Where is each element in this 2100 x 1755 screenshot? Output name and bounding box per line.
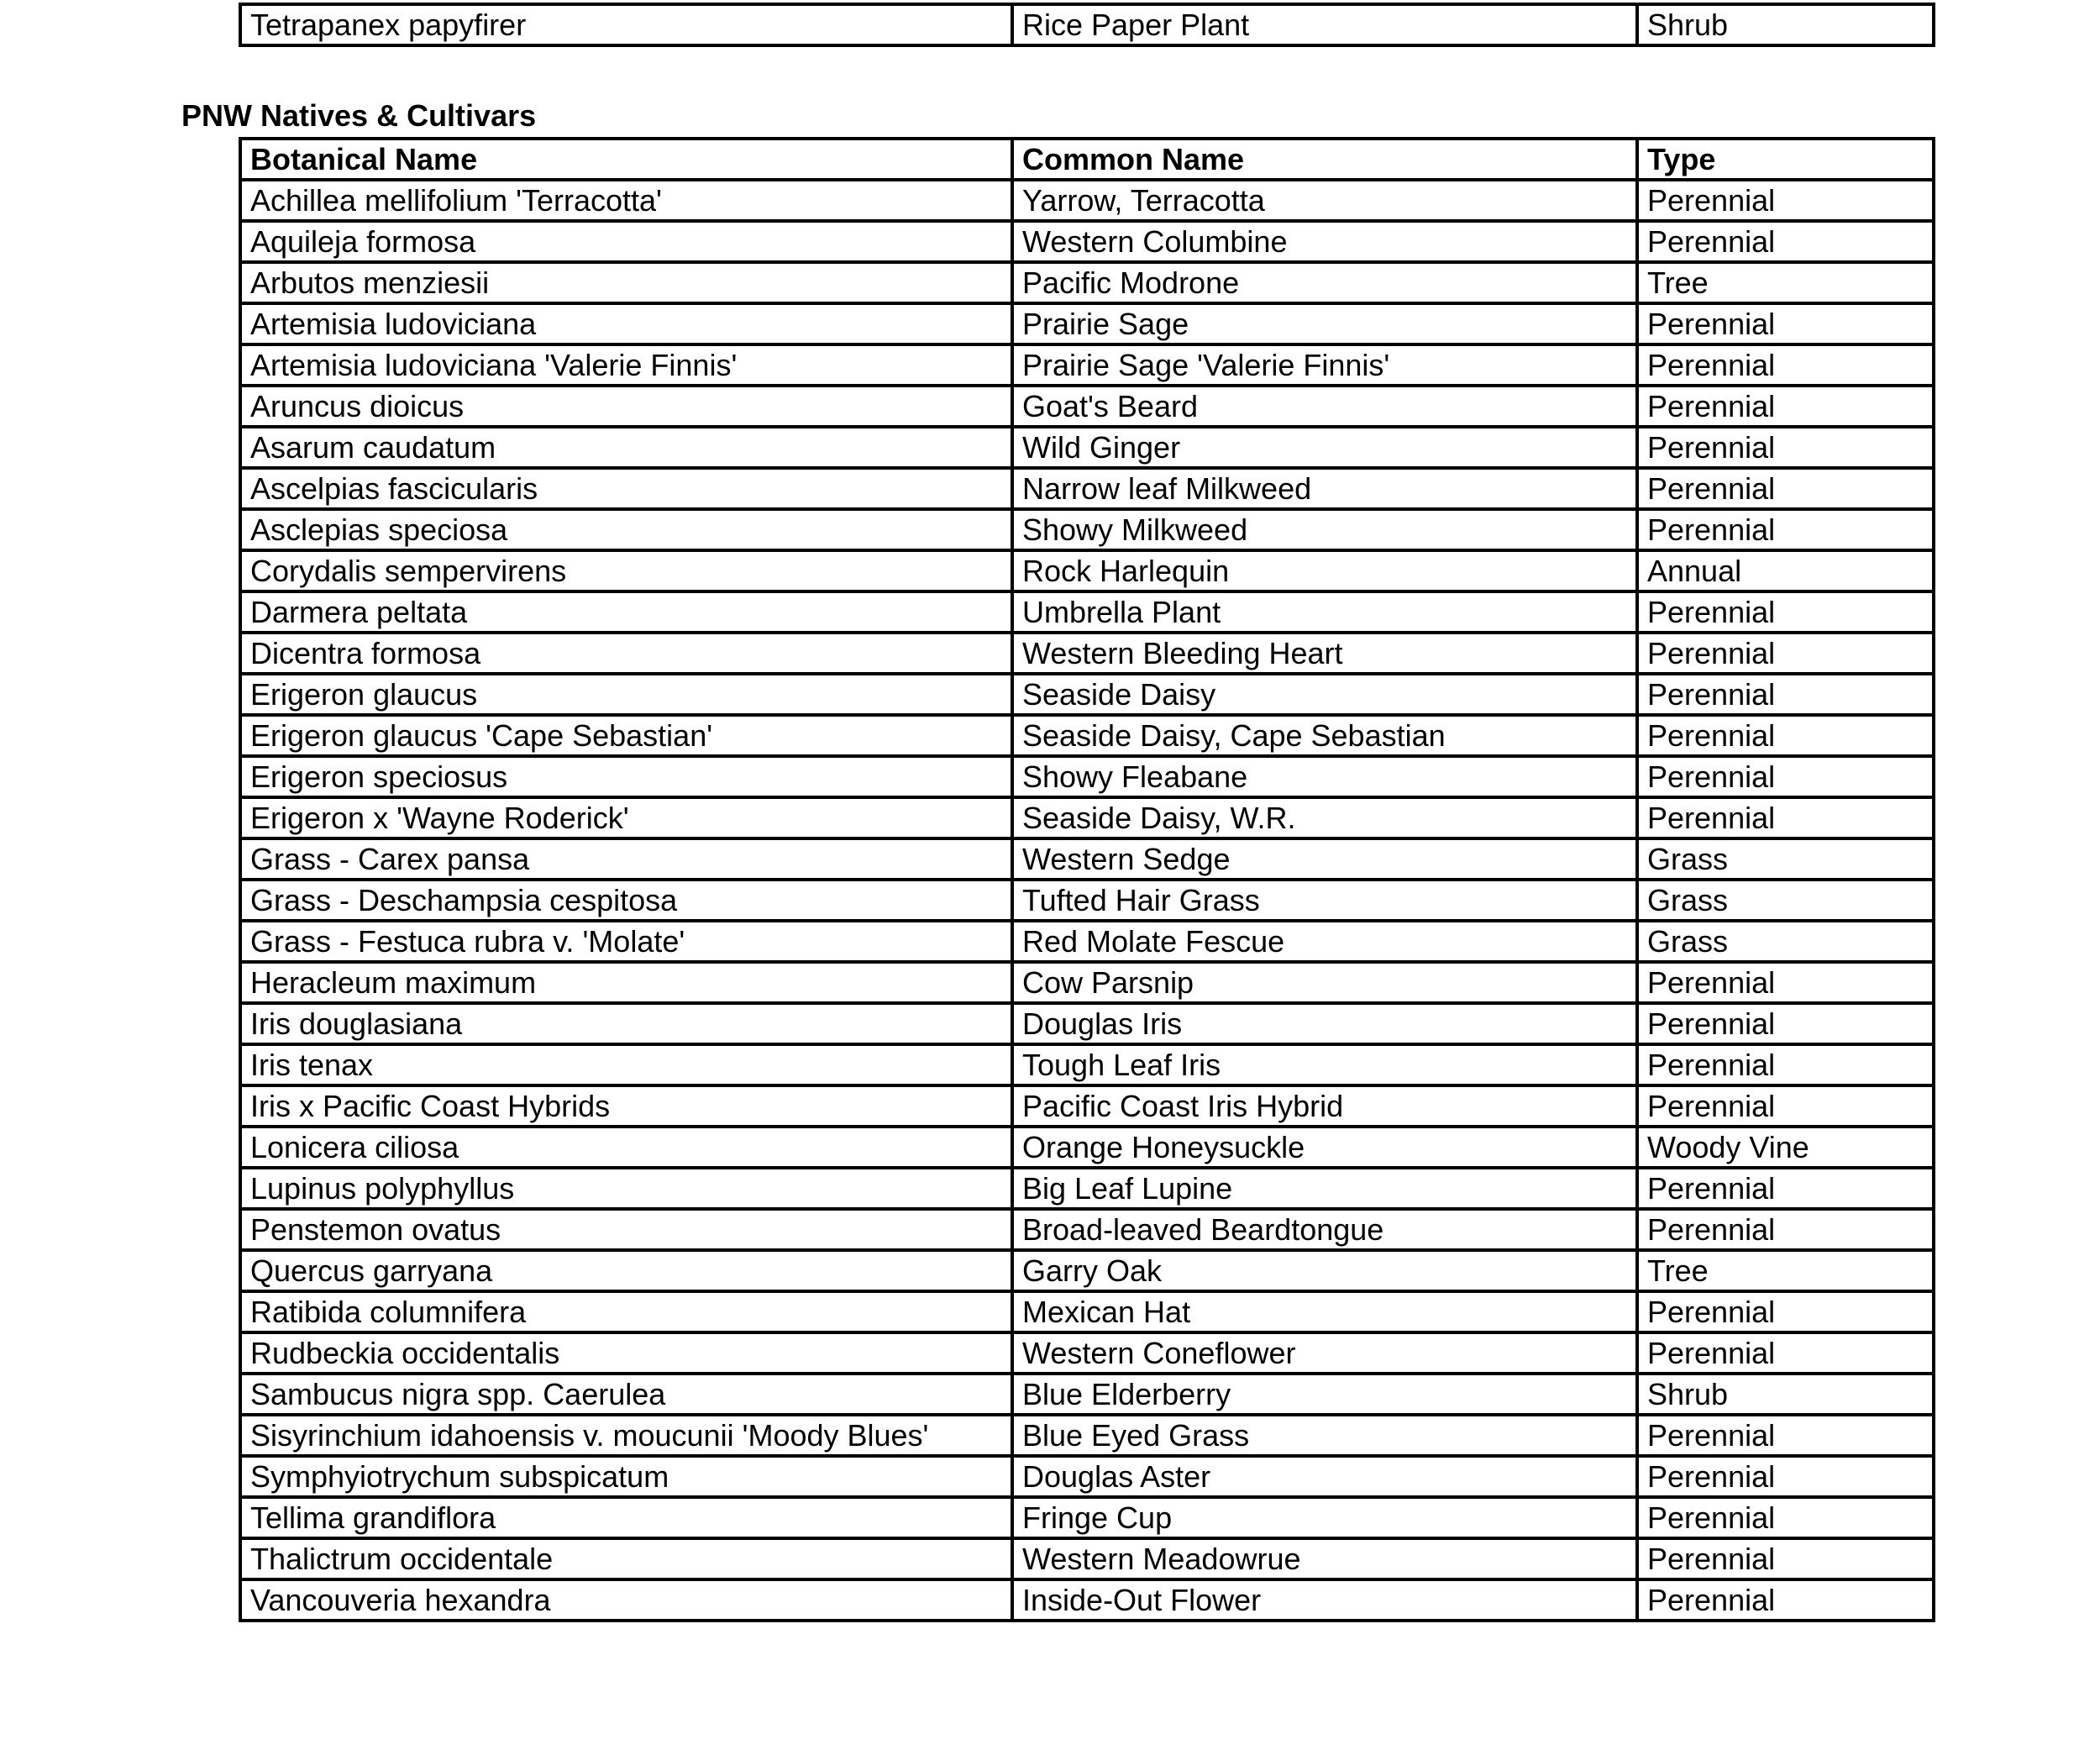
table-row bbox=[240, 838, 1934, 880]
cell-type: Perennial bbox=[1637, 1291, 1934, 1332]
cell-botanical-name: Corydalis sempervirens bbox=[240, 550, 1012, 591]
cell-type: Perennial bbox=[1637, 1044, 1934, 1085]
cell-botanical-name: Erigeron glaucus bbox=[240, 674, 1012, 715]
cell-botanical-name: Thalictrum occidentale bbox=[240, 1538, 1012, 1579]
cell-type: Perennial bbox=[1637, 221, 1934, 262]
table-row bbox=[240, 386, 1934, 427]
cell-common-name: Orange Honeysuckle bbox=[1012, 1127, 1637, 1168]
table-row bbox=[240, 1127, 1934, 1168]
cell-type: Grass bbox=[1637, 838, 1934, 880]
table-row bbox=[240, 1168, 1934, 1209]
cell-common-name: Broad-leaved Beardtongue bbox=[1012, 1209, 1637, 1250]
table-row bbox=[240, 1003, 1934, 1044]
cell-botanical-name: Sambucus nigra spp. Caerulea bbox=[240, 1374, 1012, 1415]
cell-type: Perennial bbox=[1637, 1497, 1934, 1538]
header-type: Type bbox=[1637, 139, 1934, 180]
cell-botanical-name: Artemisia ludoviciana 'Valerie Finnis' bbox=[240, 344, 1012, 386]
cell-type: Shrub bbox=[1637, 1374, 1934, 1415]
table-row bbox=[240, 1497, 1934, 1538]
table-row bbox=[240, 1538, 1934, 1579]
cell-common-name: Garry Oak bbox=[1012, 1250, 1637, 1291]
table-row bbox=[240, 633, 1934, 674]
cell-botanical-name: Aruncus dioicus bbox=[240, 386, 1012, 427]
cell-botanical-name: Asclepias speciosa bbox=[240, 509, 1012, 550]
cell-botanical-name: Ascelpias fascicularis bbox=[240, 468, 1012, 509]
cell-common-name: Seaside Daisy, Cape Sebastian bbox=[1012, 715, 1637, 756]
cell-type: Annual bbox=[1637, 550, 1934, 591]
cell-type: Perennial bbox=[1637, 1003, 1934, 1044]
table-row bbox=[240, 1579, 1934, 1621]
table-row bbox=[240, 674, 1934, 715]
cell-common-name: Western Sedge bbox=[1012, 838, 1637, 880]
cell-type: Tree bbox=[1637, 1250, 1934, 1291]
cell-common-name: Blue Elderberry bbox=[1012, 1374, 1637, 1415]
cell-common-name: Umbrella Plant bbox=[1012, 591, 1637, 633]
cell-common-name: Rock Harlequin bbox=[1012, 550, 1637, 591]
cell-type: Woody Vine bbox=[1637, 1127, 1934, 1168]
cell-common-name: Tough Leaf Iris bbox=[1012, 1044, 1637, 1085]
cell-common-name: Showy Fleabane bbox=[1012, 756, 1637, 797]
section-title: PNW Natives & Cultivars bbox=[181, 98, 537, 133]
table-row bbox=[240, 221, 1934, 262]
cell-type: Perennial bbox=[1637, 591, 1934, 633]
table-row bbox=[240, 262, 1934, 303]
cell-common-name: Yarrow, Terracotta bbox=[1012, 180, 1637, 221]
cell-type: Perennial bbox=[1637, 756, 1934, 797]
cell-botanical-name: Aquileja formosa bbox=[240, 221, 1012, 262]
cell-type: Perennial bbox=[1637, 1209, 1934, 1250]
cell-type: Grass bbox=[1637, 921, 1934, 962]
table-row bbox=[240, 880, 1934, 921]
cell-botanical-name: Lonicera ciliosa bbox=[240, 1127, 1012, 1168]
table-row bbox=[240, 921, 1934, 962]
table-row bbox=[240, 1374, 1934, 1415]
cell-botanical-name: Grass - Carex pansa bbox=[240, 838, 1012, 880]
cell-botanical-name: Sisyrinchium idahoensis v. moucunii 'Moody Blues' bbox=[240, 1415, 1012, 1456]
cell-botanical-name: Rudbeckia occidentalis bbox=[240, 1332, 1012, 1374]
cell-common-name: Showy Milkweed bbox=[1012, 509, 1637, 550]
cell-type: Perennial bbox=[1637, 715, 1934, 756]
cell-common-name: Goat's Beard bbox=[1012, 386, 1637, 427]
cell-type: Perennial bbox=[1637, 1085, 1934, 1127]
cell-common-name: Prairie Sage 'Valerie Finnis' bbox=[1012, 344, 1637, 386]
cell-common-name: Pacific Coast Iris Hybrid bbox=[1012, 1085, 1637, 1127]
cell-botanical-name: Lupinus polyphyllus bbox=[240, 1168, 1012, 1209]
cell-botanical-name: Quercus garryana bbox=[240, 1250, 1012, 1291]
cell-type: Perennial bbox=[1637, 344, 1934, 386]
cell-type: Perennial bbox=[1637, 1332, 1934, 1374]
cell-common-name: Cow Parsnip bbox=[1012, 962, 1637, 1003]
cell-common-name: Mexican Hat bbox=[1012, 1291, 1637, 1332]
cell-common-name: Narrow leaf Milkweed bbox=[1012, 468, 1637, 509]
cell-common-name: Wild Ginger bbox=[1012, 427, 1637, 468]
cell-botanical-name: Erigeron speciosus bbox=[240, 756, 1012, 797]
cell-botanical-name: Erigeron glaucus 'Cape Sebastian' bbox=[240, 715, 1012, 756]
cell-common-name: Western Columbine bbox=[1012, 221, 1637, 262]
cell-botanical-name: Arbutos menziesii bbox=[240, 262, 1012, 303]
cell-common-name: Tufted Hair Grass bbox=[1012, 880, 1637, 921]
cell-botanical-name: Grass - Festuca rubra v. 'Molate' bbox=[240, 921, 1012, 962]
cell-type: Perennial bbox=[1637, 468, 1934, 509]
cell-type: Shrub bbox=[1637, 4, 1934, 45]
table-row bbox=[240, 4, 1934, 45]
cell-botanical-name: Ratibida columnifera bbox=[240, 1291, 1012, 1332]
plant-list-table-body bbox=[240, 180, 1934, 1621]
cell-type: Perennial bbox=[1637, 386, 1934, 427]
cell-botanical-name: Artemisia ludoviciana bbox=[240, 303, 1012, 344]
cell-type: Perennial bbox=[1637, 509, 1934, 550]
table-row bbox=[240, 1456, 1934, 1497]
cell-common-name: Seaside Daisy, W.R. bbox=[1012, 797, 1637, 838]
table-row bbox=[240, 468, 1934, 509]
table-row bbox=[240, 1332, 1934, 1374]
cell-botanical-name: Asarum caudatum bbox=[240, 427, 1012, 468]
cell-botanical-name: Erigeron x 'Wayne Roderick' bbox=[240, 797, 1012, 838]
cell-botanical-name: Tetrapanex papyfirer bbox=[240, 4, 1012, 45]
cell-botanical-name: Iris tenax bbox=[240, 1044, 1012, 1085]
table-row bbox=[240, 550, 1934, 591]
cell-type: Perennial bbox=[1637, 1415, 1934, 1456]
table-row bbox=[240, 509, 1934, 550]
table-row bbox=[240, 756, 1934, 797]
cell-common-name: Western Meadowrue bbox=[1012, 1538, 1637, 1579]
cell-botanical-name: Grass - Deschampsia cespitosa bbox=[240, 880, 1012, 921]
cell-common-name: Fringe Cup bbox=[1012, 1497, 1637, 1538]
cell-botanical-name: Vancouveria hexandra bbox=[240, 1579, 1012, 1621]
cell-botanical-name: Iris douglasiana bbox=[240, 1003, 1012, 1044]
cell-common-name: Red Molate Fescue bbox=[1012, 921, 1637, 962]
cell-type: Perennial bbox=[1637, 633, 1934, 674]
cell-common-name: Prairie Sage bbox=[1012, 303, 1637, 344]
table-row bbox=[240, 1291, 1934, 1332]
cell-type: Perennial bbox=[1637, 303, 1934, 344]
cell-botanical-name: Dicentra formosa bbox=[240, 633, 1012, 674]
cell-common-name: Rice Paper Plant bbox=[1012, 4, 1637, 45]
table-row bbox=[240, 1209, 1934, 1250]
header-botanical-name: Botanical Name bbox=[240, 139, 1012, 180]
table-row bbox=[240, 1415, 1934, 1456]
cell-type: Perennial bbox=[1637, 797, 1934, 838]
cell-common-name: Western Bleeding Heart bbox=[1012, 633, 1637, 674]
table-row bbox=[240, 303, 1934, 344]
cell-common-name: Blue Eyed Grass bbox=[1012, 1415, 1637, 1456]
table-row bbox=[240, 427, 1934, 468]
cell-botanical-name: Iris x Pacific Coast Hybrids bbox=[240, 1085, 1012, 1127]
previous-section-table-body bbox=[240, 4, 1934, 45]
cell-common-name: Inside-Out Flower bbox=[1012, 1579, 1637, 1621]
cell-type: Perennial bbox=[1637, 674, 1934, 715]
table-row bbox=[240, 1250, 1934, 1291]
previous-section-table bbox=[239, 3, 1935, 47]
cell-type: Perennial bbox=[1637, 427, 1934, 468]
cell-common-name: Pacific Modrone bbox=[1012, 262, 1637, 303]
cell-botanical-name: Penstemon ovatus bbox=[240, 1209, 1012, 1250]
cell-type: Perennial bbox=[1637, 1168, 1934, 1209]
cell-botanical-name: Achillea mellifolium 'Terracotta' bbox=[240, 180, 1012, 221]
cell-botanical-name: Tellima grandiflora bbox=[240, 1497, 1012, 1538]
table-row bbox=[240, 962, 1934, 1003]
cell-type: Grass bbox=[1637, 880, 1934, 921]
cell-type: Perennial bbox=[1637, 1579, 1934, 1621]
header-common-name: Common Name bbox=[1012, 139, 1637, 180]
table-row bbox=[240, 797, 1934, 838]
cell-common-name: Douglas Aster bbox=[1012, 1456, 1637, 1497]
cell-type: Perennial bbox=[1637, 1538, 1934, 1579]
cell-type: Tree bbox=[1637, 262, 1934, 303]
cell-common-name: Seaside Daisy bbox=[1012, 674, 1637, 715]
table-row bbox=[240, 591, 1934, 633]
table-row bbox=[240, 344, 1934, 386]
cell-botanical-name: Heracleum maximum bbox=[240, 962, 1012, 1003]
table-row bbox=[240, 1085, 1934, 1127]
plant-list-table bbox=[239, 137, 1935, 1622]
cell-botanical-name: Darmera peltata bbox=[240, 591, 1012, 633]
table-row bbox=[240, 180, 1934, 221]
table-row bbox=[240, 1044, 1934, 1085]
cell-common-name: Western Coneflower bbox=[1012, 1332, 1637, 1374]
cell-type: Perennial bbox=[1637, 962, 1934, 1003]
table-header-row bbox=[240, 139, 1934, 180]
cell-type: Perennial bbox=[1637, 1456, 1934, 1497]
table-row bbox=[240, 715, 1934, 756]
cell-common-name: Big Leaf Lupine bbox=[1012, 1168, 1637, 1209]
cell-botanical-name: Symphyiotrychum subspicatum bbox=[240, 1456, 1012, 1497]
cell-common-name: Douglas Iris bbox=[1012, 1003, 1637, 1044]
cell-type: Perennial bbox=[1637, 180, 1934, 221]
